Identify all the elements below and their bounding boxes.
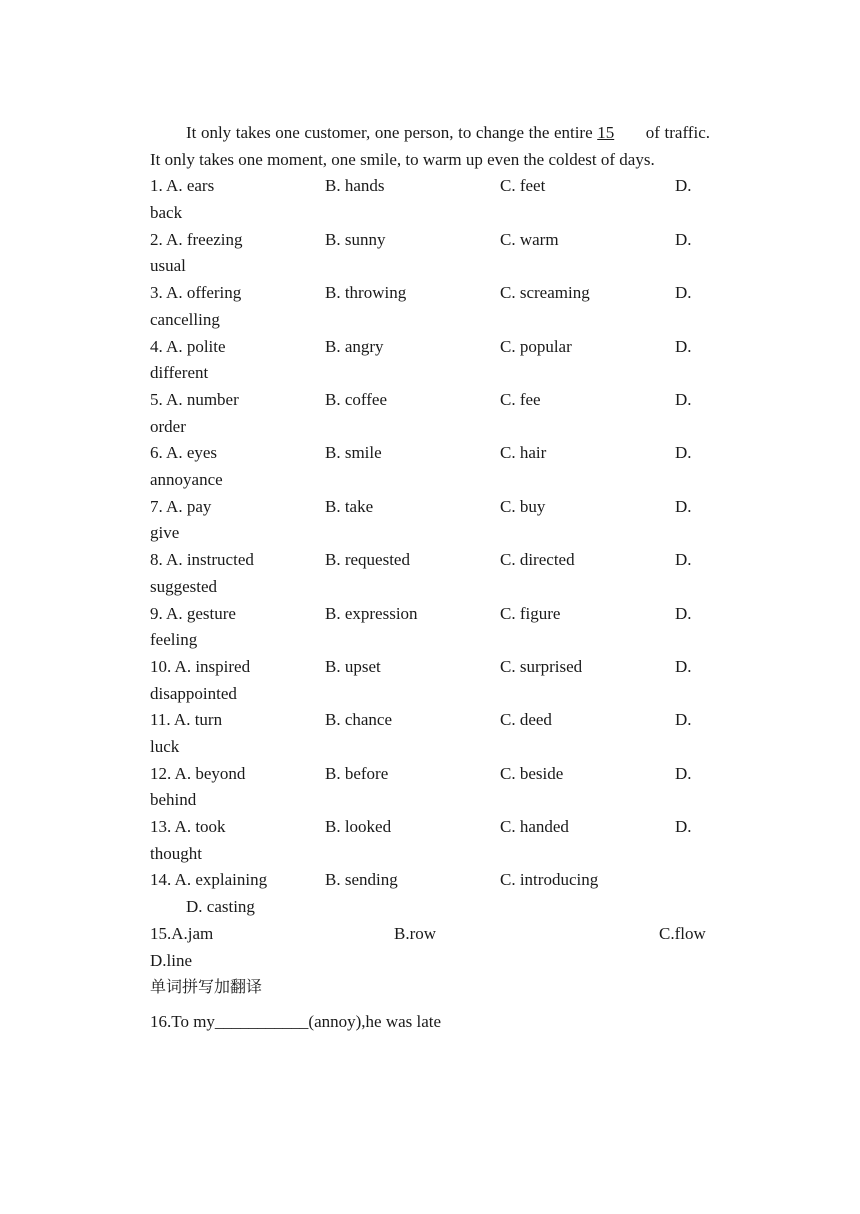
option-d-label: D. <box>675 283 692 303</box>
option-b: B. smile <box>325 443 382 463</box>
option-b: B. hands <box>325 176 385 196</box>
document-page <box>150 120 710 1036</box>
option-a: 15.A.jam <box>150 923 214 943</box>
option-a: 11. A. turn <box>150 710 223 730</box>
option-d-label: D. <box>675 817 692 837</box>
option-b: B. sunny <box>325 229 386 249</box>
option-d-value: suggested <box>150 576 218 596</box>
option-b: B.row <box>394 923 437 943</box>
option-d-value: behind <box>150 790 197 810</box>
option-b: B. before <box>325 763 389 783</box>
option-b: B. take <box>325 496 374 516</box>
option-c: C. fee <box>500 389 541 409</box>
option-d-label: D. <box>675 229 692 249</box>
option-a: 7. A. pay <box>150 496 212 516</box>
option-a: 12. A. beyond <box>150 763 246 783</box>
option-c: C. deed <box>500 710 552 730</box>
question-item <box>150 654 710 707</box>
option-d-value: different <box>150 363 209 383</box>
option-d-label: D. <box>675 389 692 409</box>
option-a: 8. A. instructed <box>150 550 254 570</box>
option-d-value: thought <box>150 843 202 863</box>
question-item <box>150 761 710 814</box>
option-d-label: D. <box>675 443 692 463</box>
question-item <box>150 867 710 920</box>
option-a: 5. A. number <box>150 389 239 409</box>
option-d-label: D. <box>675 763 692 783</box>
option-d-value: feeling <box>150 630 198 650</box>
option-c: C. beside <box>500 763 564 783</box>
option-b: B. angry <box>325 336 384 356</box>
option-d-value: annoyance <box>150 470 223 490</box>
option-c: C. hair <box>500 443 547 463</box>
option-a: 6. A. eyes <box>150 443 218 463</box>
fill-in-item: 16.To my___________(annoy),he was late <box>150 1011 442 1031</box>
option-b: B. coffee <box>325 389 387 409</box>
option-d-value: cancelling <box>150 309 220 329</box>
option-a: 14. A. explaining <box>150 870 268 890</box>
option-c: C. handed <box>500 817 569 837</box>
option-c: C. introducing <box>500 870 599 890</box>
option-d: D. casting <box>186 897 255 917</box>
option-d-label: D. <box>675 603 692 623</box>
option-b: B. chance <box>325 710 393 730</box>
option-a: 10. A. inspired <box>150 656 251 676</box>
passage-paragraph <box>150 120 710 173</box>
option-c: C. directed <box>500 550 575 570</box>
option-d-value: order <box>150 416 186 436</box>
option-c: C. feet <box>500 176 546 196</box>
option-c: C. buy <box>500 496 546 516</box>
option-c: C. popular <box>500 336 572 356</box>
option-d-value: disappointed <box>150 683 237 703</box>
option-a: 2. A. freezing <box>150 229 243 249</box>
question-item <box>150 440 710 493</box>
question-item <box>150 814 710 867</box>
option-b: B. throwing <box>325 283 407 303</box>
option-d-label: D. <box>675 656 692 676</box>
question-item <box>150 921 710 974</box>
question-item <box>150 494 710 547</box>
question-list <box>150 173 710 867</box>
question-item <box>150 707 710 760</box>
option-b: B. upset <box>325 656 381 676</box>
option-a: 4. A. polite <box>150 336 226 356</box>
option-d-value: back <box>150 203 183 223</box>
question-item <box>150 227 710 280</box>
option-d: D.line <box>150 950 193 970</box>
option-c: C. surprised <box>500 656 583 676</box>
option-a: 3. A. offering <box>150 283 242 303</box>
option-d-value: give <box>150 523 180 543</box>
option-c: C. figure <box>500 603 561 623</box>
option-d-label: D. <box>675 496 692 516</box>
option-d-value: usual <box>150 256 186 276</box>
option-b: B. looked <box>325 817 392 837</box>
option-c: C.flow <box>659 923 706 943</box>
option-d-label: D. <box>675 176 692 196</box>
option-c: C. screaming <box>500 283 590 303</box>
option-d-label: D. <box>675 710 692 730</box>
question-item <box>150 280 710 333</box>
passage-blank: 15 <box>597 123 615 142</box>
passage-text-before: It only takes one customer, one person, to change the entire <box>186 123 598 142</box>
option-c: C. warm <box>500 229 559 249</box>
question-item <box>150 601 710 654</box>
passage-text-after: of traffic. It only takes one moment, one smile, to warm up even the coldest of days. <box>150 123 710 169</box>
option-a: 13. A. took <box>150 817 226 837</box>
option-a: 9. A. gesture <box>150 603 236 623</box>
option-b: B. requested <box>325 550 410 570</box>
option-d-label: D. <box>675 336 692 356</box>
option-b: B. sending <box>325 870 398 890</box>
section-title: 单词拼写加翻译 <box>150 977 263 997</box>
option-a: 1. A. ears <box>150 176 215 196</box>
question-item <box>150 547 710 600</box>
question-item <box>150 334 710 387</box>
question-item <box>150 173 710 226</box>
option-d-value: luck <box>150 737 180 756</box>
option-d-label: D. <box>675 550 692 570</box>
option-b: B. expression <box>325 603 418 623</box>
question-item <box>150 387 710 440</box>
